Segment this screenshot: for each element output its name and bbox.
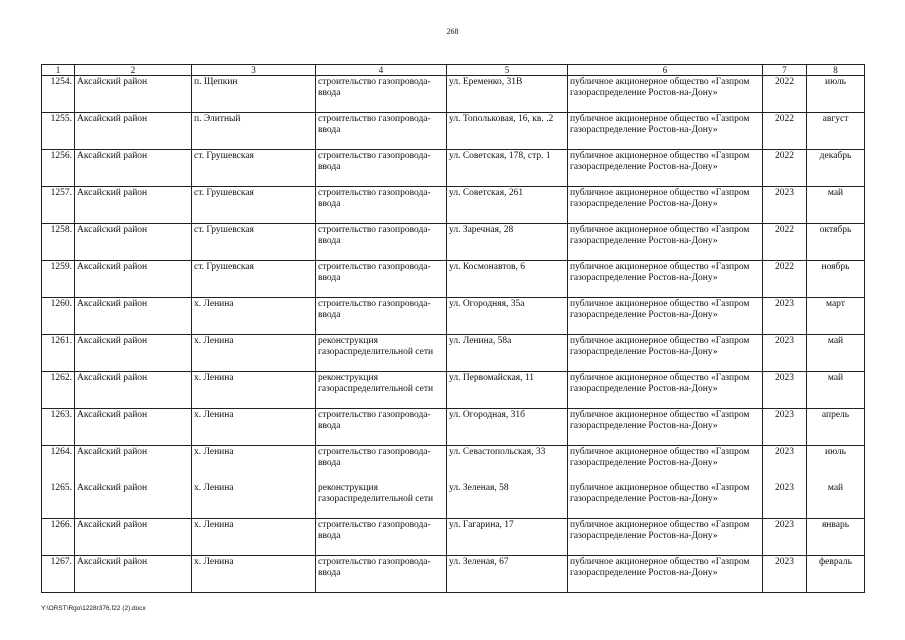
row-number-cell: 1265. — [42, 482, 75, 519]
column-number: 2 — [75, 65, 192, 76]
table-row — [42, 261, 865, 298]
year-cell: 2023 — [763, 372, 807, 409]
district-cell: Аксайский район — [75, 298, 192, 335]
month-cell: май — [807, 335, 865, 372]
year-cell: 2023 — [763, 409, 807, 446]
column-number: 8 — [807, 65, 865, 76]
work-type-cell: строительство газопровода-ввода — [316, 261, 447, 298]
locality-cell: х. Ленина — [192, 482, 316, 519]
column-number-header — [42, 65, 865, 76]
locality-cell: ст. Грушевская — [192, 224, 316, 261]
organization-cell: публичное акционерное общество «Газпром газораспределение Ростов-на-Дону» — [568, 298, 763, 335]
work-type-cell: строительство газопровода-ввода — [316, 446, 447, 483]
month-cell: май — [807, 372, 865, 409]
organization-cell: публичное акционерное общество «Газпром газораспределение Ростов-на-Дону» — [568, 372, 763, 409]
table-row — [42, 519, 865, 556]
month-cell: ноябрь — [807, 261, 865, 298]
address-cell: ул. Севастопольская, 33 — [447, 446, 568, 483]
work-type-cell: строительство газопровода-ввода — [316, 150, 447, 187]
column-number: 1 — [42, 65, 75, 76]
work-type-cell: реконструкция газораспределительной сети — [316, 372, 447, 409]
month-cell: февраль — [807, 556, 865, 593]
month-cell: январь — [807, 519, 865, 556]
column-number: 6 — [568, 65, 763, 76]
address-cell: ул. Первомайская, 11 — [447, 372, 568, 409]
district-cell: Аксайский район — [75, 113, 192, 150]
row-number-cell: 1261. — [42, 335, 75, 372]
locality-cell: х. Ленина — [192, 335, 316, 372]
year-cell: 2022 — [763, 76, 807, 113]
table-row — [42, 76, 865, 113]
address-cell: ул. Ленина, 58а — [447, 335, 568, 372]
address-cell: ул. Советская, 261 — [447, 187, 568, 224]
year-cell: 2023 — [763, 187, 807, 224]
table-row — [42, 409, 865, 446]
row-number-cell: 1260. — [42, 298, 75, 335]
year-cell: 2023 — [763, 335, 807, 372]
address-cell: ул. Зеленая, 58 — [447, 482, 568, 519]
organization-cell: публичное акционерное общество «Газпром газораспределение Ростов-на-Дону» — [568, 335, 763, 372]
address-cell: ул. Огородная, 31б — [447, 409, 568, 446]
year-cell: 2023 — [763, 556, 807, 593]
organization-cell: публичное акционерное общество «Газпром газораспределение Ростов-на-Дону» — [568, 519, 763, 556]
address-cell: ул. Еременко, 31В — [447, 76, 568, 113]
work-type-cell: строительство газопровода-ввода — [316, 409, 447, 446]
row-number-cell: 1266. — [42, 519, 75, 556]
organization-cell: публичное акционерное общество «Газпром газораспределение Ростов-на-Дону» — [568, 446, 763, 483]
month-cell: март — [807, 298, 865, 335]
organization-cell: публичное акционерное общество «Газпром газораспределение Ростов-на-Дону» — [568, 556, 763, 593]
row-number-cell: 1254. — [42, 76, 75, 113]
district-cell: Аксайский район — [75, 519, 192, 556]
table-row — [42, 556, 865, 593]
district-cell: Аксайский район — [75, 224, 192, 261]
district-cell: Аксайский район — [75, 372, 192, 409]
organization-cell: публичное акционерное общество «Газпром газораспределение Ростов-на-Дону» — [568, 409, 763, 446]
district-cell: Аксайский район — [75, 446, 192, 483]
work-type-cell: строительство газопровода-ввода — [316, 298, 447, 335]
address-cell: ул. Топольковая, 16, кв. .2 — [447, 113, 568, 150]
row-number-cell: 1257. — [42, 187, 75, 224]
table-row — [42, 372, 865, 409]
work-type-cell: строительство газопровода-ввода — [316, 519, 447, 556]
month-cell: июль — [807, 76, 865, 113]
organization-cell: публичное акционерное общество «Газпром газораспределение Ростов-на-Дону» — [568, 150, 763, 187]
table-row — [42, 335, 865, 372]
year-cell: 2022 — [763, 150, 807, 187]
year-cell: 2023 — [763, 298, 807, 335]
district-cell: Аксайский район — [75, 76, 192, 113]
row-number-cell: 1267. — [42, 556, 75, 593]
locality-cell: ст. Грушевская — [192, 150, 316, 187]
year-cell: 2023 — [763, 519, 807, 556]
organization-cell: публичное акционерное общество «Газпром газораспределение Ростов-на-Дону» — [568, 261, 763, 298]
address-cell: ул. Огородняя, 35а — [447, 298, 568, 335]
address-cell: ул. Космонавтов, 6 — [447, 261, 568, 298]
column-number: 3 — [192, 65, 316, 76]
address-cell: ул. Заречная, 28 — [447, 224, 568, 261]
organization-cell: публичное акционерное общество «Газпром газораспределение Ростов-на-Дону» — [568, 187, 763, 224]
column-number: 5 — [447, 65, 568, 76]
organization-cell: публичное акционерное общество «Газпром газораспределение Ростов-на-Дону» — [568, 482, 763, 519]
column-number: 7 — [763, 65, 807, 76]
work-type-cell: строительство газопровода-ввода — [316, 113, 447, 150]
month-cell: октябрь — [807, 224, 865, 261]
year-cell: 2022 — [763, 224, 807, 261]
work-type-cell: реконструкция газораспределительной сети — [316, 482, 447, 519]
row-number-cell: 1258. — [42, 224, 75, 261]
organization-cell: публичное акционерное общество «Газпром газораспределение Ростов-на-Дону» — [568, 76, 763, 113]
table-row — [42, 150, 865, 187]
district-cell: Аксайский район — [75, 150, 192, 187]
footer-file-path: Y:\ORST\Rgo\1228r376.f22 (2).docx — [41, 605, 146, 612]
locality-cell: х. Ленина — [192, 298, 316, 335]
month-cell: апрель — [807, 409, 865, 446]
locality-cell: х. Ленина — [192, 556, 316, 593]
table-row — [42, 482, 865, 519]
row-number-cell: 1262. — [42, 372, 75, 409]
organization-cell: публичное акционерное общество «Газпром газораспределение Ростов-на-Дону» — [568, 224, 763, 261]
district-cell: Аксайский район — [75, 335, 192, 372]
locality-cell: х. Ленина — [192, 519, 316, 556]
district-cell: Аксайский район — [75, 556, 192, 593]
row-number-cell: 1256. — [42, 150, 75, 187]
row-number-cell: 1264. — [42, 446, 75, 483]
row-number-cell: 1255. — [42, 113, 75, 150]
row-number-cell: 1263. — [42, 409, 75, 446]
locality-cell: х. Ленина — [192, 409, 316, 446]
column-number: 4 — [316, 65, 447, 76]
month-cell: июль — [807, 446, 865, 483]
table-row — [42, 113, 865, 150]
locality-cell: ст. Грушевская — [192, 261, 316, 298]
month-cell: май — [807, 187, 865, 224]
address-cell: ул. Зеленая, 67 — [447, 556, 568, 593]
work-type-cell: реконструкция газораспределительной сети — [316, 335, 447, 372]
locality-cell: ст. Грушевская — [192, 187, 316, 224]
registry-table-container — [41, 64, 865, 593]
table-row — [42, 224, 865, 261]
work-type-cell: строительство газопровода-ввода — [316, 76, 447, 113]
registry-table — [41, 64, 865, 593]
year-cell: 2023 — [763, 482, 807, 519]
district-cell: Аксайский район — [75, 482, 192, 519]
work-type-cell: строительство газопровода-ввода — [316, 187, 447, 224]
table-row — [42, 298, 865, 335]
organization-cell: публичное акционерное общество «Газпром газораспределение Ростов-на-Дону» — [568, 113, 763, 150]
work-type-cell: строительство газопровода-ввода — [316, 224, 447, 261]
address-cell: ул. Гагарина, 17 — [447, 519, 568, 556]
month-cell: декабрь — [807, 150, 865, 187]
row-number-cell: 1259. — [42, 261, 75, 298]
year-cell: 2022 — [763, 261, 807, 298]
table-row — [42, 187, 865, 224]
work-type-cell: строительство газопровода-ввода — [316, 556, 447, 593]
year-cell: 2022 — [763, 113, 807, 150]
locality-cell: х. Ленина — [192, 446, 316, 483]
table-row — [42, 446, 865, 483]
district-cell: Аксайский район — [75, 187, 192, 224]
locality-cell: п. Элитный — [192, 113, 316, 150]
month-cell: май — [807, 482, 865, 519]
address-cell: ул. Советская, 178, стр. 1 — [447, 150, 568, 187]
district-cell: Аксайский район — [75, 261, 192, 298]
district-cell: Аксайский район — [75, 409, 192, 446]
month-cell: август — [807, 113, 865, 150]
year-cell: 2023 — [763, 446, 807, 483]
page-number: 268 — [446, 27, 459, 36]
locality-cell: х. Ленина — [192, 372, 316, 409]
locality-cell: п. Щепкин — [192, 76, 316, 113]
